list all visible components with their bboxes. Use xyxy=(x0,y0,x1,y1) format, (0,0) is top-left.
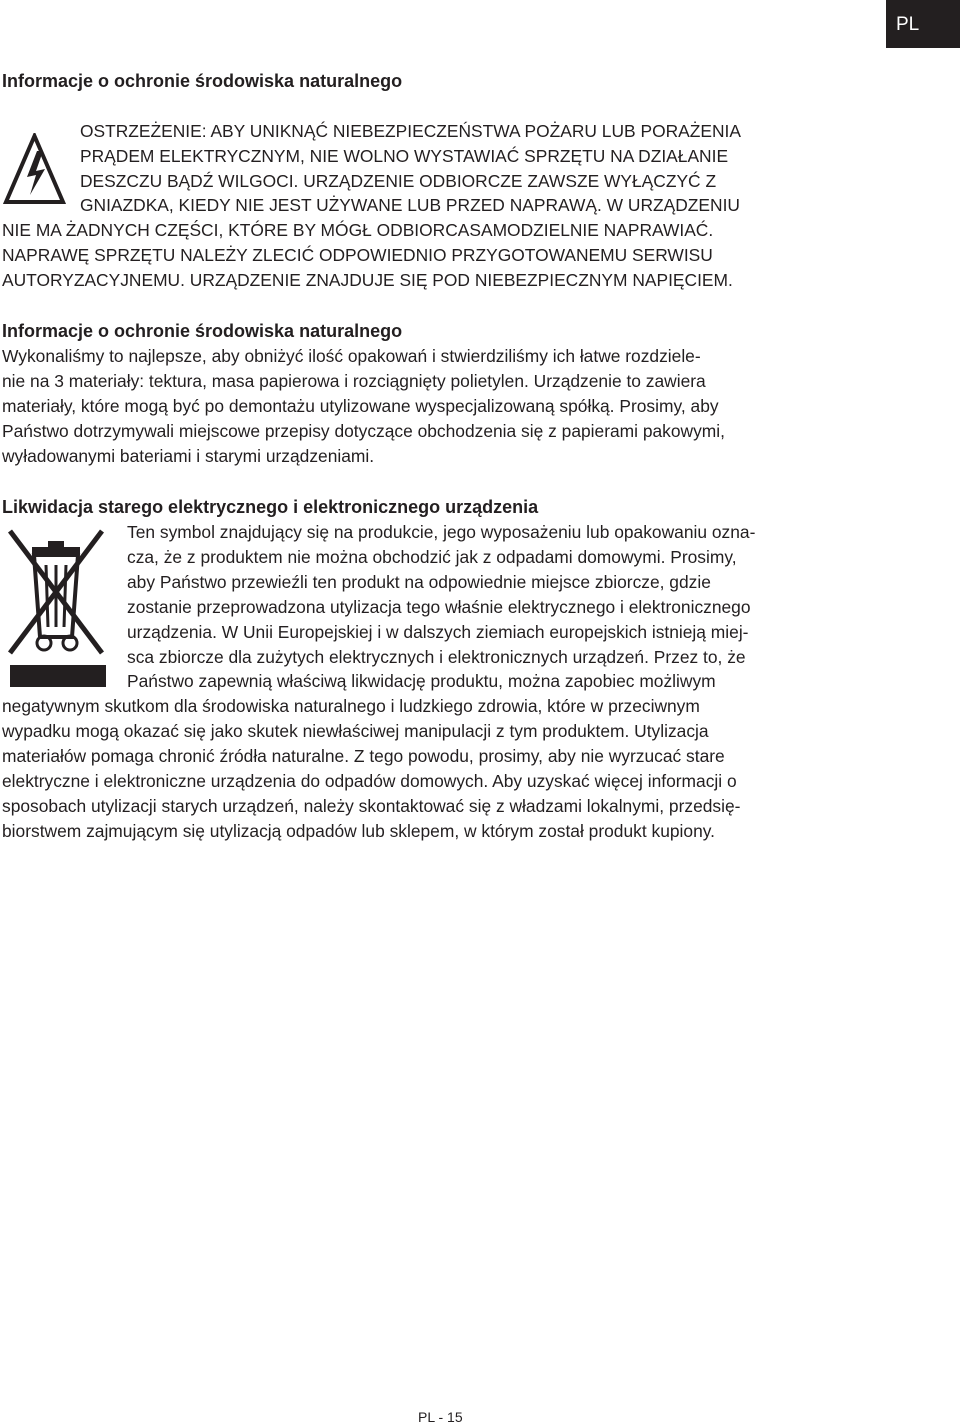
warning-line: GNIAZDKA, KIEDY NIE JEST UŻYWANE LUB PRZED NAPRAWĄ. W URZĄDZENIU xyxy=(80,195,740,216)
disposal-line: sposobach utylizacji starych urządzeń, należy skontaktować się z władzami lokalnymi, przedsię- xyxy=(2,795,741,816)
info-line: Państwo dotrzymywali miejscowe przepisy dotyczące obchodzenia się z papierami pakowymi, xyxy=(2,421,725,441)
disposal-text xyxy=(2,520,902,844)
warning-line: NAPRAWĘ SPRZĘTU NALEŻY ZLECIĆ ODPOWIEDNIO PRZYGOTOWANEMU SERWISU xyxy=(2,244,713,265)
disposal-line: sca zbiorcze dla zużytych elektrycznych i elektronicznych urządzeń. Przez to, że xyxy=(127,646,746,667)
disposal-line: cza, że z produktem nie można obchodzić jak z odpadami domowymi. Prosimy, xyxy=(127,546,737,567)
environment-info-text xyxy=(2,344,902,469)
info-line: materiały, które mogą być po demontażu utylizowane wyspecjalizowaną spółką. Prosimy, aby xyxy=(2,396,719,416)
disposal-line: wypadku mogą okazać się jako skutek niewłaściwej manipulacji z tym produktem. Utylizacja xyxy=(2,721,709,742)
disposal-line: biorstwem zajmującym się utylizacją odpadów lub sklepem, w którym został produkt kupiony. xyxy=(2,820,715,841)
disposal-line: materiałów pomaga chronić źródła naturalne. Z tego powodu, prosimy, aby nie wyrzucać stare xyxy=(2,746,725,767)
info-line: wyładowanymi bateriami i starymi urządzeniami. xyxy=(2,446,375,466)
environment-info-heading: Informacje o ochronie środowiska naturalnego xyxy=(2,321,403,341)
warning-line: PRĄDEM ELEKTRYCZNYM, NIE WOLNO WYSTAWIAĆ SPRZĘTU NA DZIAŁANIE xyxy=(80,145,729,166)
info-line: nie na 3 materiały: tektura, masa papierowa i rozciągnięty polietylen. Urządzenie to zawiera xyxy=(2,371,706,391)
disposal-line: aby Państwo przewieźli ten produkt na odpowiednie miejsce zbiorcze, gdzie xyxy=(127,571,711,592)
warning-line: DESZCZU BĄDŹ WILGOCI. URZĄDZENIE ODBIORCZE ZAWSZE WYŁĄCZYĆ Z xyxy=(80,170,717,191)
language-tab: PL xyxy=(886,0,960,48)
disposal-line: elektryczne i elektroniczne urządzenia do odpadów domowych. Aby uzyskać więcej informacji o xyxy=(2,771,737,792)
page-title: Informacje o ochronie środowiska naturalnego xyxy=(2,71,403,91)
warning-line: NIE MA ŻADNYCH CZĘŚCI, KTÓRE BY MÓGŁ ODBIORCASAMODZIELNIE NAPRAWIAĆ. xyxy=(2,220,714,241)
disposal-line: urządzenia. W Unii Europejskiej i w dalszych ziemiach europejskich istnieją miej- xyxy=(127,621,749,642)
warning-line: AUTORYZACYJNEMU. URZĄDZENIE ZNAJDUJE SIĘ POD NIEBEZPIECZNYM NAPIĘCIEM. xyxy=(2,269,733,290)
info-line: Wykonaliśmy to najlepsze, aby obniżyć ilość opakowań i stwierdziliśmy ich łatwe rozdziele- xyxy=(2,346,701,366)
disposal-line: zostanie przeprowadzona utylizacja tego właśnie elektrycznego i elektronicznego xyxy=(127,596,751,617)
warning-line: OSTRZEŻENIE: ABY UNIKNĄĆ NIEBEZPIECZEŃSTWA POŻARU LUB PORAŻENIA xyxy=(80,121,741,141)
disposal-line: Ten symbol znajdujący się na produkcie, jego wyposażeniu lub opakowaniu ozna- xyxy=(127,522,756,542)
safety-warning xyxy=(2,119,902,293)
page-number: PL - 15 xyxy=(418,1409,463,1425)
disposal-line: Państwo zapewnią właściwą likwidację produktu, można zapobiec możliwym xyxy=(127,671,716,692)
disposal-line: negatywnym skutkom dla środowiska naturalnego i ludzkiego zdrowia, które w przeciwnym xyxy=(2,696,700,717)
disposal-heading: Likwidacja starego elektrycznego i elektronicznego urządzenia xyxy=(2,497,539,517)
